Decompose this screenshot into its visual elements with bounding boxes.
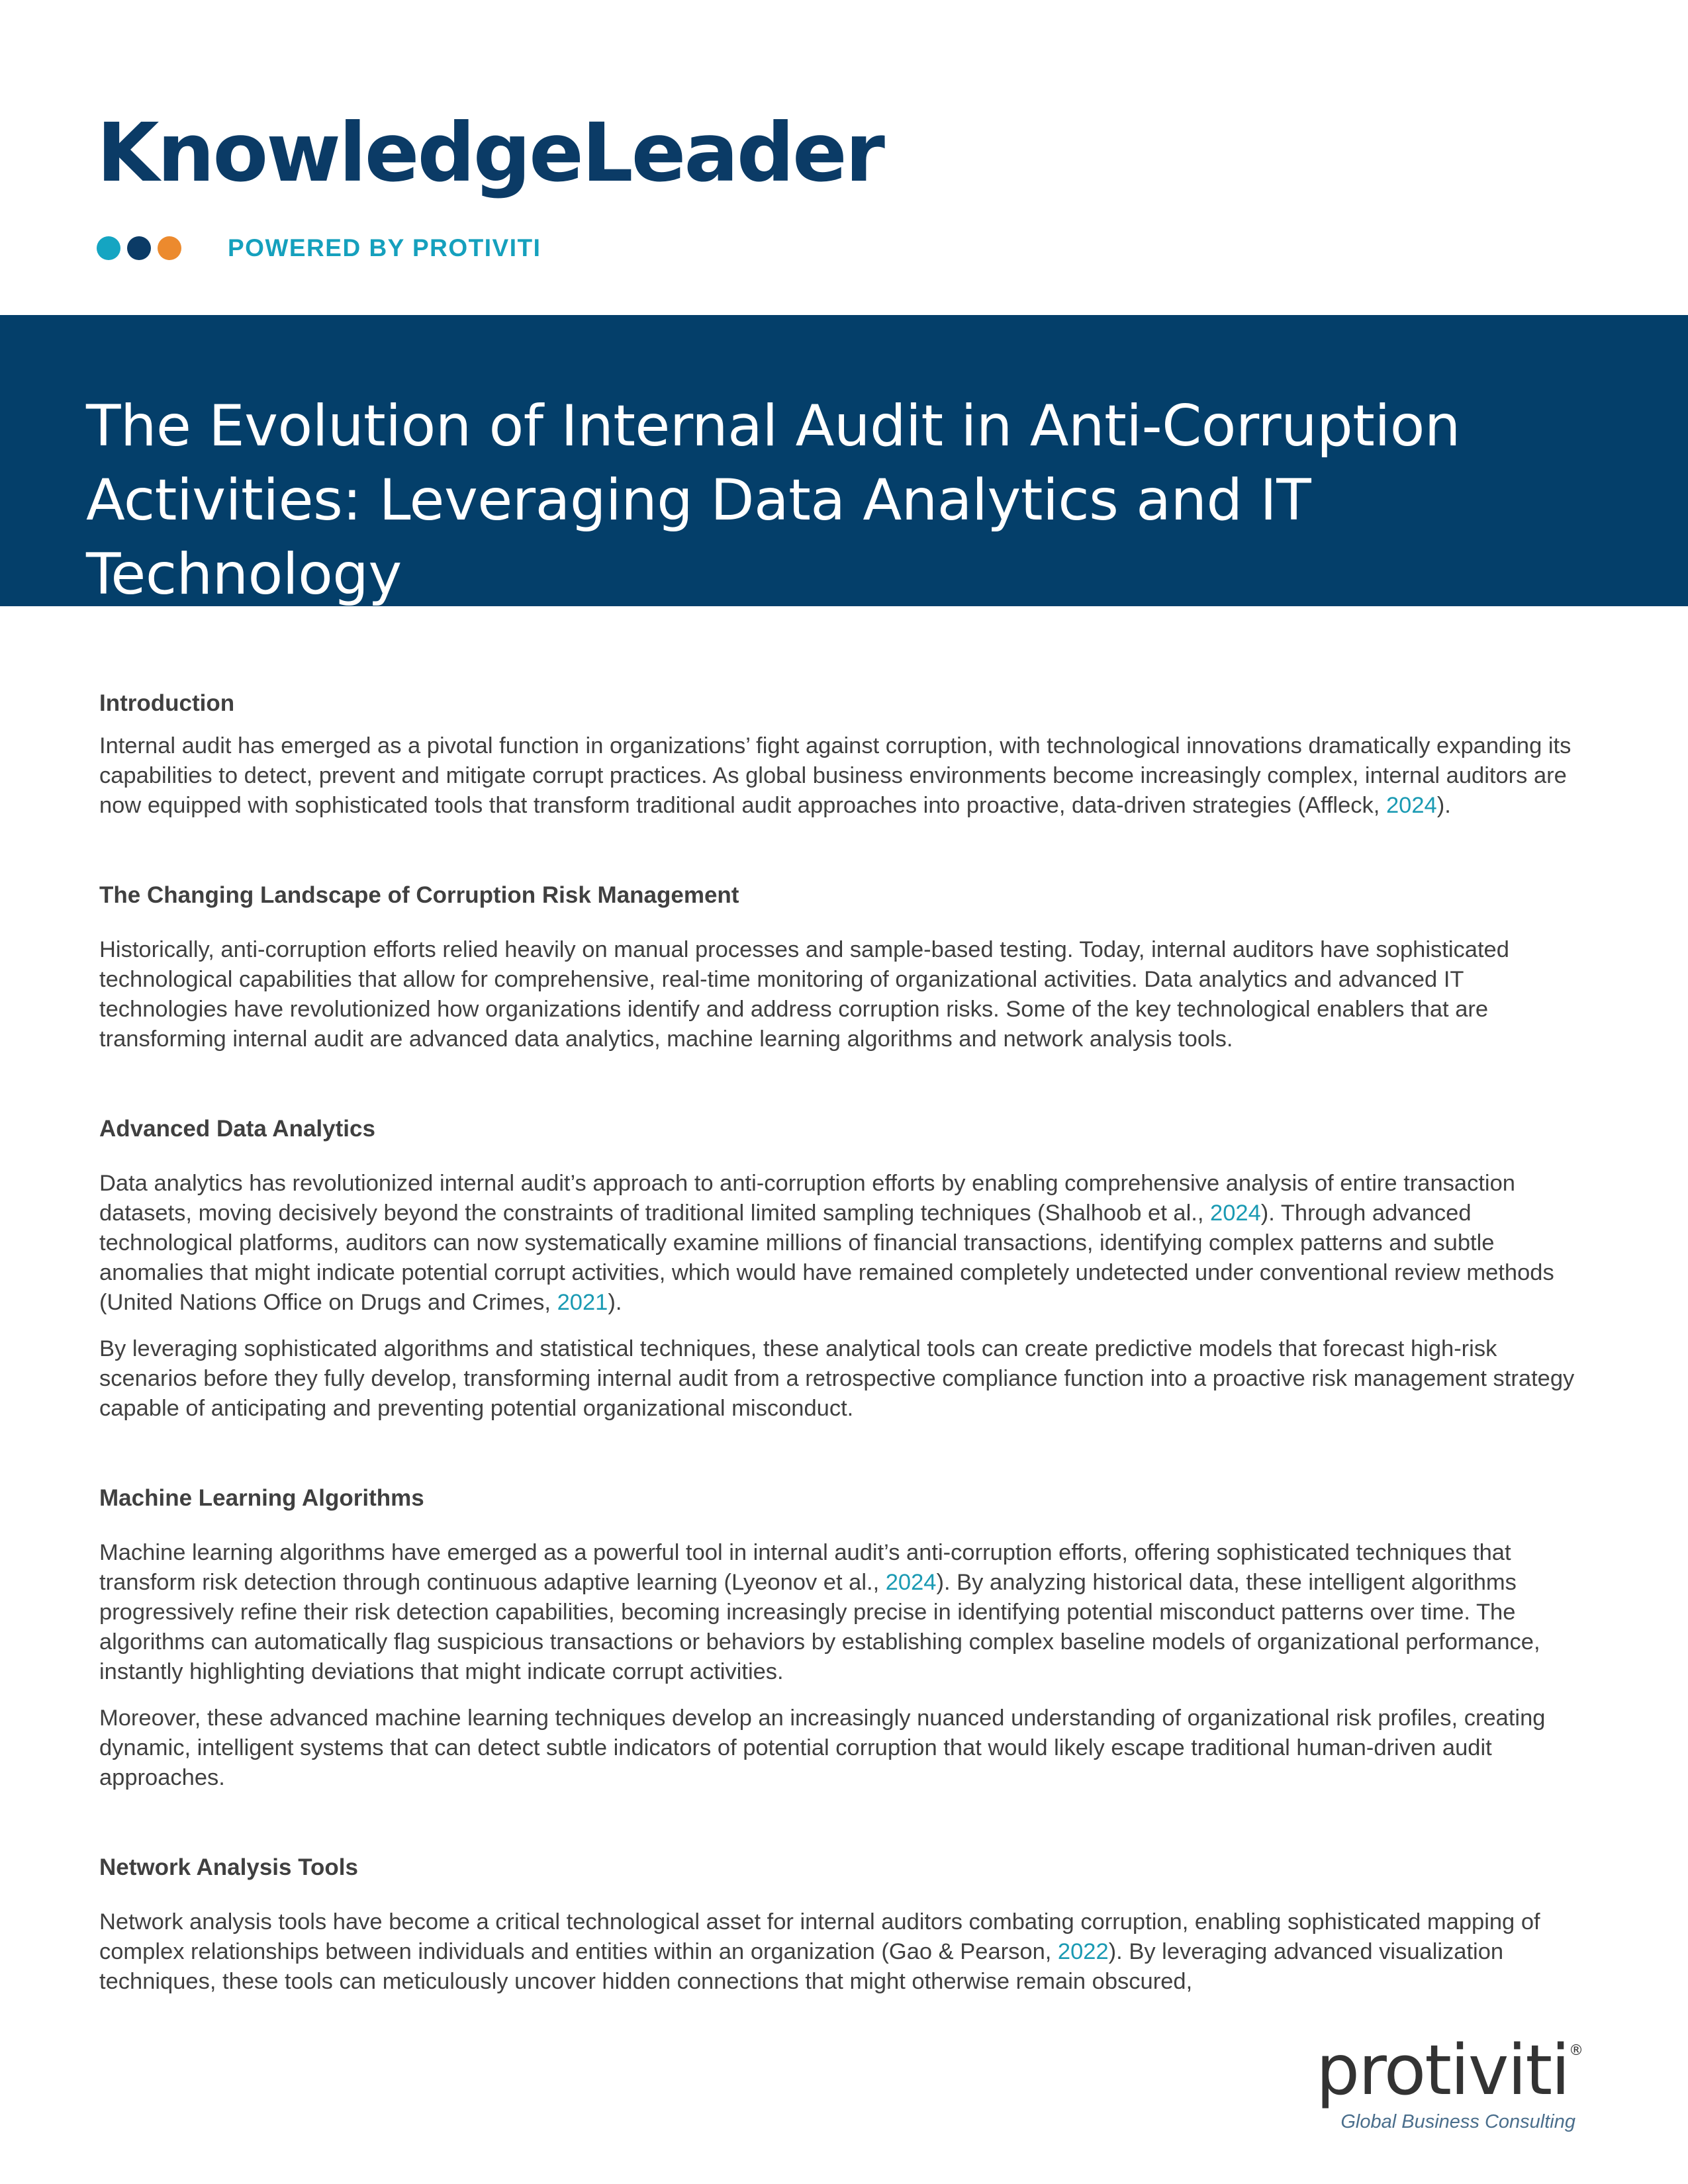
paragraph: Data analytics has revolutionized internal audit’s approach to anti-corruption efforts by enabling comprehensive analysis of entire transaction datasets, moving decisively beyond the constraints of traditional limited sampling techniques (Shalhoob et al., 2024). Through advanced technological platforms, auditors can now systematically examine millions of financial transactions, identifying complex patterns and subtle anomalies that might indicate potential corrupt activities, which would have remained completely undetected under conventional review methods (United Nations Office on Drugs and Crimes, 2021). [99, 1171, 1554, 1315]
protiviti-logo [1316, 2030, 1582, 2133]
paragraph: Moreover, these advanced machine learning techniques develop an increasingly nuanced understanding of organizational risk profiles, creating dynamic, intelligent systems that can detect subtle indicators of potential corruption that would likely escape traditional human-driven audit approaches. [99, 1706, 1546, 1790]
section-network-analysis [99, 1852, 1595, 1997]
citation-link[interactable]: 2021 [557, 1290, 608, 1315]
title-banner [0, 315, 1688, 606]
citation-link[interactable]: 2024 [1385, 793, 1437, 818]
logo-wordmark: KnowledgeLeader [97, 106, 883, 200]
section-advanced-data-analytics [99, 1114, 1595, 1424]
paragraph: Internal audit has emerged as a pivotal function in organizations’ fight against corruption, with technological innovations dramatically expanding its capabilities to detect, prevent and mitigate corrupt practices. As global business environments become increasingly complex, internal auditors are now equipped with sophisticated tools that transform traditional audit approaches into proactive, data-driven strategies (Affleck, 2024). [99, 733, 1571, 818]
page-title: The Evolution of Internal Audit in Anti-Corruption Activities: Leveraging Data Analytics and IT Technology [86, 393, 1460, 608]
paragraph: Network analysis tools have become a critical technological asset for internal auditors combating corruption, enabling sophisticated mapping of complex relationships between individuals and entities within an organization (Gao & Pearson, 2022). By leveraging advanced visualization techniques, these tools can meticulously uncover hidden connections that might otherwise remain obscured, [99, 1909, 1540, 1994]
citation-link[interactable]: 2024 [885, 1570, 937, 1595]
article-body [99, 688, 1595, 2056]
brand-dots [97, 236, 222, 260]
protiviti-tagline: Global Business Consulting [1340, 2111, 1575, 2132]
registered-mark: ® [1569, 2042, 1582, 2059]
citation-link[interactable]: 2024 [1210, 1201, 1261, 1226]
navy-dot-icon [127, 236, 151, 260]
section-heading: Network Analysis Tools [99, 1854, 358, 1880]
section-heading: The Changing Landscape of Corruption Risk Management [99, 882, 739, 908]
paragraph: Machine learning algorithms have emerged as a powerful tool in internal audit’s anti-corruption efforts, offering sophisticated techniques that transform risk detection through continuous adaptive learning (Lyeonov et al., 2024). By analyzing historical data, these intelligent algorithms progressively refine their risk detection capabilities, becoming increasingly precise in identifying potential misconduct patterns over time. The algorithms can automatically flag suspicious transactions or behaviors by establishing complex baseline models of organizational performance, instantly highlighting deviations that might indicate corrupt activities. [99, 1540, 1540, 1684]
powered-by-row [97, 234, 883, 262]
protiviti-wordmark: protiviti® [1316, 2030, 1582, 2111]
section-heading: Advanced Data Analytics [99, 1116, 375, 1142]
section-machine-learning [99, 1483, 1595, 1793]
citation-link[interactable]: 2022 [1057, 1939, 1109, 1964]
section-heading: Introduction [99, 690, 235, 716]
teal-dot-icon [97, 236, 120, 260]
powered-by-label: POWERED BY PROTIVITI [228, 234, 541, 261]
paragraph: Historically, anti-corruption efforts relied heavily on manual processes and sample-based testing. Today, internal auditors have sophisticated technological capabilities that allow for comprehensive, real-time monitoring of organizational activities. Data analytics and advanced IT technologies have revolutionized how organizations identify and address corruption risks. Some of the key technological enablers that are transforming internal audit are advanced data analytics, machine learning algorithms and network analysis tools. [99, 937, 1509, 1052]
paragraph: By leveraging sophisticated algorithms and statistical techniques, these analytical tools can create predictive models that forecast high-risk scenarios before they fully develop, transforming internal audit from a retrospective compliance function into a proactive risk management strategy capable of anticipating and preventing potential organizational misconduct. [99, 1336, 1575, 1421]
section-introduction [99, 688, 1595, 821]
knowledgeleader-logo [97, 106, 883, 262]
section-landscape [99, 880, 1595, 1054]
orange-dot-icon [158, 236, 181, 260]
section-heading: Machine Learning Algorithms [99, 1485, 424, 1511]
